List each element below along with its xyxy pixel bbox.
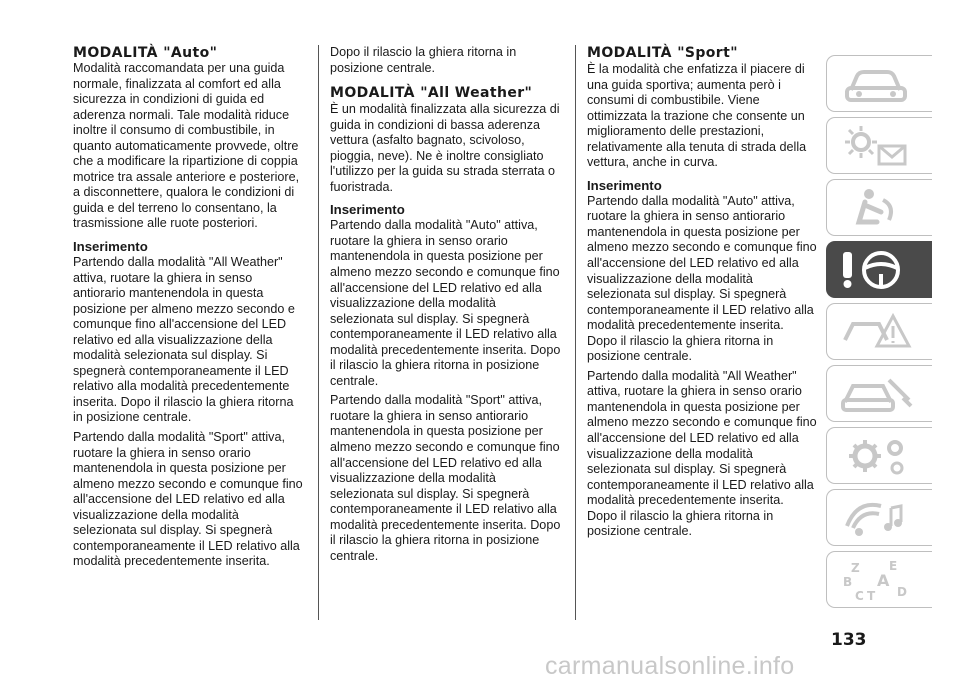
column-divider: [318, 45, 319, 620]
allweather-from-sport-paragraph: Partendo dalla modalità "Sport" attiva, ruotare la ghiera in senso antiorario mantenendola in questa posizione per almeno mezzo secondo e comunque fino all'accensione del LED relativo ed alla visualizzazione della modalità selezionata sul display. Si spegnerà contemporaneamente il LED relativo alla modalità precedentemente inserita. Dopo il rilascio la ghiera ritorna in posizione centrale.: [330, 393, 561, 563]
multimedia-icon: [837, 496, 917, 540]
sport-intro-paragraph: È la modalità che enfatizza il piacere di una guida sportiva; aumenta però i consumi di combustibile. Viene ottimizzata la trazione che consente un miglioramento delle prestazioni, relativamente alla tenuta di strada della vettura, anche in curva.: [587, 62, 807, 170]
tab-emergency[interactable]: [826, 303, 932, 360]
car-icon: [837, 62, 917, 106]
technical-data-gear-icon: [837, 434, 917, 478]
allweather-from-auto-paragraph: Partendo dalla modalità "Auto" attiva, ruotare la ghiera in senso orario mantenendola in questa posizione per almeno mezzo secondo e comunque fino all'accensione del LED relativo ed alla visualizzazione della modalità selezionata sul display. Si spegnerà contemporaneamente il LED relativo alla modalità precedentemente inserita. Dopo il rilascio la ghiera ritorna in posizione centrale.: [330, 218, 561, 388]
auto-from-allweather-paragraph: Partendo dalla modalità "All Weather" attiva, ruotare la ghiera in senso antiorario mantenendola in questa posizione per almeno mezzo secondo e comunque fino all'accensione del LED relativo ed alla visualizzazione della modalità selezionata sul display. Si spegnerà contemporaneamente il LED relativo alla modalità precedentemente inserita. Dopo il rilascio la ghiera ritorna in posizione centrale.: [73, 255, 295, 425]
section-heading-auto: MODALITÀ "Auto": [73, 45, 218, 61]
tab-maintenance[interactable]: [826, 365, 932, 422]
page-number: 133: [831, 630, 867, 650]
index-letter: B: [843, 575, 853, 589]
index-letter: C: [855, 589, 864, 602]
column-divider: [575, 45, 576, 620]
chapter-tabs: [826, 55, 932, 613]
sport-from-auto-paragraph: Partendo dalla modalità "Auto" attiva, ruotare la ghiera in senso antiorario mantenendola in questa posizione per almeno mezzo secondo e comunque fino all'accensione del LED relativo ed alla visualizzazione della modalità selezionata sul display. Si spegnerà contemporaneamente il LED relativo alla modalità precedentemente inserita. Dopo il rilascio la ghiera ritorna in posizione centrale.: [587, 193, 817, 364]
index-letter: Z: [851, 561, 860, 575]
auto-from-sport-paragraph: Partendo dalla modalità "Sport" attiva, ruotare la ghiera in senso orario mantenendola in questa posizione per almeno mezzo secondo e comunque fino all'accensione del LED relativo ed alla visualizzazione della modalità selezionata sul display. Si spegnerà contemporaneamente il LED relativo alla modalità precedentemente inserita.: [73, 430, 303, 569]
section-heading-all-weather: MODALITÀ "All Weather": [330, 85, 533, 102]
inserimento-subheading: Inserimento: [587, 177, 662, 193]
index-letter: E: [889, 559, 898, 573]
tab-starting-driving[interactable]: [826, 241, 932, 298]
column-1: [73, 45, 305, 570]
tab-vehicle[interactable]: [826, 55, 932, 112]
column-3: [587, 45, 817, 540]
warning-lights-message-icon: [837, 124, 917, 168]
index-letters-icon: [837, 558, 917, 602]
index-letter: T: [867, 589, 876, 602]
tab-index[interactable]: [826, 551, 932, 608]
section-heading-sport: MODALITÀ "Sport": [587, 45, 738, 61]
watermark: carmanualsonline.info: [545, 652, 795, 680]
column-2: [330, 45, 562, 564]
tab-multimedia[interactable]: [826, 489, 932, 546]
continued-paragraph: Dopo il rilascio la ghiera ritorna in posizione centrale.: [330, 45, 517, 75]
tab-safety[interactable]: [826, 179, 932, 236]
roadside-warning-triangle-icon: [837, 310, 917, 354]
tab-dashboard[interactable]: [826, 117, 932, 174]
sport-from-allweather-paragraph: Partendo dalla modalità "All Weather" attiva, ruotare la ghiera in senso orario mantenendola in questa posizione per almeno mezzo secondo e comunque fino all'accensione del LED relativo ed alla visualizzazione della modalità selezionata sul display. Si spegnerà contemporaneamente il LED relativo alla modalità precedentemente inserita. Dopo il rilascio la ghiera ritorna in posizione centrale.: [587, 368, 817, 539]
index-letter: D: [897, 585, 907, 599]
car-maintenance-icon: [837, 372, 917, 416]
key-steering-wheel-icon: [837, 248, 917, 292]
inserimento-subheading: Inserimento: [73, 239, 148, 255]
index-letter: A: [877, 571, 890, 590]
safety-airbag-icon: [837, 186, 917, 230]
tab-technical-data[interactable]: [826, 427, 932, 484]
inserimento-subheading: Inserimento: [330, 202, 405, 218]
auto-intro-paragraph: Modalità raccomandata per una guida normale, finalizzata al comfort ed alla sicurezza in condizioni di guida ed aderenza normali. Tale modalità riduce inoltre il consumo di combustibile, in quanto automaticamente provvede, oltre che a modificare la ripartizione di coppia motrice tra assale anteriore e posteriore, a disconnettere, qualora le condizioni di guida e del terreno lo consentano, la trasmissione alle ruote posteriori.: [73, 61, 300, 231]
all-weather-intro-paragraph: È un modalità finalizzata alla sicurezza di guida in condizioni di bassa aderenza vettura (asfalto bagnato, scivoloso, pioggia, neve). Ne è inoltre consigliato l'utilizzo per la guida su strada sterrata o fuoristrada.: [330, 102, 560, 194]
